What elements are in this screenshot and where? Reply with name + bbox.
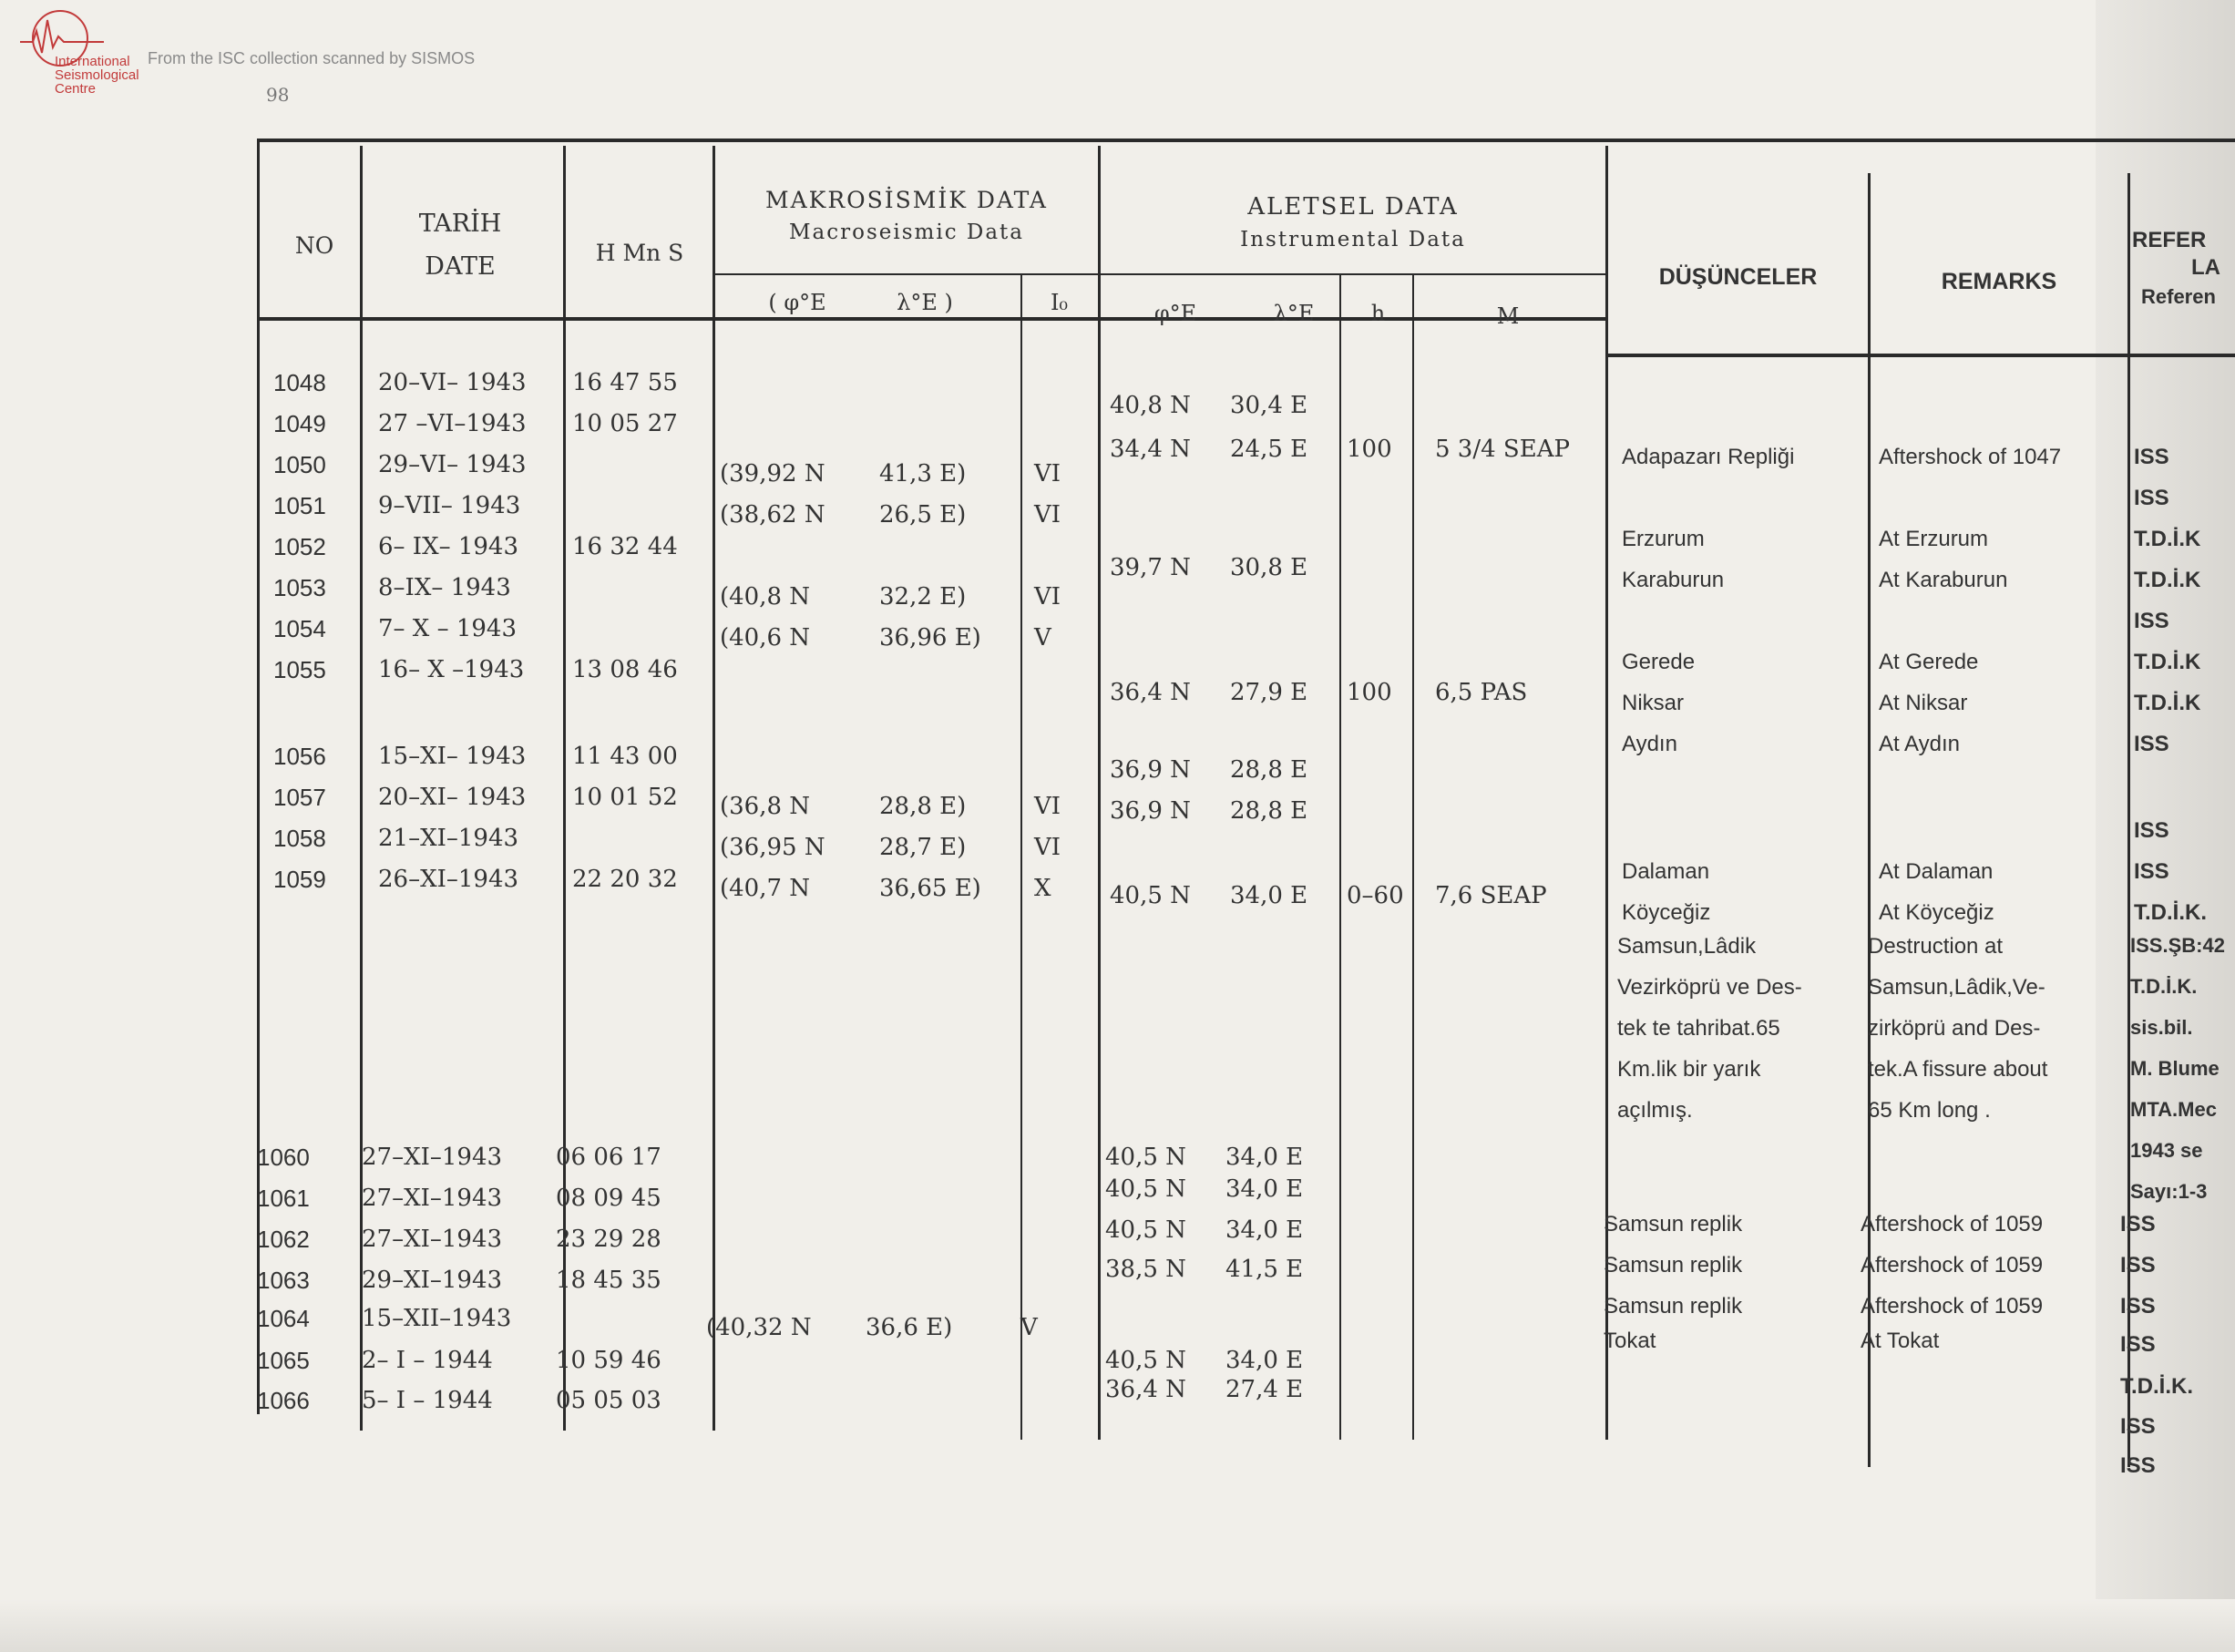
note-tr-line: Km.lik bir yarık bbox=[1617, 1057, 1761, 1082]
row-no: 1063 bbox=[257, 1267, 310, 1294]
note-ref-line: sis.bil. bbox=[2130, 1016, 2193, 1039]
row-en: At Dalaman bbox=[1879, 859, 1994, 884]
row-m_lat: (40,8 N bbox=[720, 583, 811, 611]
row-a_lon: 27,9 E bbox=[1230, 679, 1308, 706]
row-a_lon: 28,8 E bbox=[1230, 756, 1308, 784]
row-ref: ISS bbox=[2120, 1453, 2156, 1478]
logo-line-1: International bbox=[55, 54, 130, 69]
row-a_lat: 40,5 N bbox=[1110, 882, 1191, 909]
row-date: 15–XII–1943 bbox=[362, 1305, 512, 1332]
row-time: 08 09 45 bbox=[556, 1185, 661, 1212]
row-date: 20–VI– 1943 bbox=[378, 369, 527, 396]
row-io: VI bbox=[1034, 793, 1061, 820]
row-time: 06 06 17 bbox=[556, 1144, 661, 1171]
row-time: 10 59 46 bbox=[556, 1347, 661, 1374]
row-m_lon: 28,8 E) bbox=[879, 793, 967, 820]
row-tr: Erzurum bbox=[1622, 527, 1705, 551]
note-en-line: Samsun,Lâdik,Ve- bbox=[1868, 975, 2045, 1000]
header-hmns: H Mn S bbox=[595, 240, 684, 266]
col-rule-left bbox=[257, 139, 260, 1414]
note-ref-line: M. Blume bbox=[2130, 1057, 2220, 1080]
scan-caption: From the ISC collection scanned by SISMOS bbox=[148, 49, 476, 67]
row-date: 16– X –1943 bbox=[378, 656, 525, 683]
row-ref: ISS bbox=[2120, 1332, 2156, 1357]
row-en: At Tokat bbox=[1861, 1329, 1940, 1353]
row-no: 1061 bbox=[257, 1185, 310, 1212]
header-io: I₀ bbox=[1050, 290, 1069, 315]
row-ref: ISS bbox=[2134, 445, 2169, 469]
row-h: 0–60 bbox=[1347, 882, 1404, 909]
row-h: 100 bbox=[1347, 436, 1392, 463]
row-time: 16 47 55 bbox=[572, 369, 678, 396]
note-en-line: zirköprü and Des- bbox=[1868, 1016, 2041, 1041]
row-ref: T.D.İ.K bbox=[2134, 527, 2201, 551]
row-mag: 6,5 PAS bbox=[1435, 679, 1528, 706]
row-en: Aftershock of 1059 bbox=[1861, 1294, 2044, 1319]
row-en: Aftershock of 1059 bbox=[1861, 1212, 2044, 1236]
row-date: 29–XI–1943 bbox=[362, 1267, 503, 1294]
row-date: 7– X – 1943 bbox=[378, 615, 518, 642]
col-rule-makro bbox=[1098, 146, 1101, 1440]
row-ref: ISS bbox=[2120, 1294, 2156, 1319]
header-makro-tr: MAKROSİSMİK DATA bbox=[765, 187, 1048, 213]
alet-sub-rule bbox=[1098, 273, 1605, 275]
row-no: 1065 bbox=[257, 1347, 310, 1374]
row-a_lon: 34,0 E bbox=[1225, 1347, 1304, 1374]
header-no: NO bbox=[294, 232, 334, 259]
table-top-rule bbox=[257, 139, 2235, 142]
row-ref: ISS bbox=[2120, 1253, 2156, 1277]
row-ref: T.D.İ.K bbox=[2134, 691, 2201, 715]
row-ref: ISS bbox=[2134, 859, 2169, 884]
row-m_lat: (40,6 N bbox=[720, 624, 811, 652]
row-time: 23 29 28 bbox=[556, 1226, 661, 1253]
row-a_lat: 36,4 N bbox=[1105, 1376, 1186, 1403]
row-time: 13 08 46 bbox=[572, 656, 678, 683]
note-tr-line: tek te tahribat.65 bbox=[1617, 1016, 1780, 1041]
row-a_lon: 34,0 E bbox=[1225, 1216, 1304, 1244]
row-en: At Karaburun bbox=[1879, 568, 2008, 592]
row-tr: Samsun replik bbox=[1604, 1294, 1743, 1319]
row-en: At Köyceğiz bbox=[1879, 900, 1994, 925]
row-en: At Gerede bbox=[1879, 650, 1979, 674]
row-no: 1066 bbox=[257, 1387, 310, 1414]
row-date: 5– I – 1944 bbox=[362, 1387, 493, 1414]
row-m_lon: 28,7 E) bbox=[879, 834, 967, 861]
note-ref-line: 1943 se bbox=[2130, 1139, 2203, 1162]
row-io: VI bbox=[1034, 834, 1061, 861]
row-m_lat: (36,8 N bbox=[720, 793, 811, 820]
row-m_lon: 26,5 E) bbox=[879, 501, 967, 528]
row-en: Aftershock of 1059 bbox=[1861, 1253, 2044, 1277]
row-tr: Samsun replik bbox=[1604, 1253, 1743, 1277]
row-en: At Niksar bbox=[1879, 691, 1968, 715]
header-ref-2: LA bbox=[2191, 255, 2220, 280]
row-ref: T.D.İ.K bbox=[2134, 568, 2201, 592]
col-rule-alon bbox=[1339, 273, 1341, 1440]
row-no: 1051 bbox=[273, 492, 326, 519]
row-ref: T.D.İ.K. bbox=[2120, 1374, 2194, 1399]
header-makro-en: Macroseismic Data bbox=[788, 221, 1025, 244]
note-ref-line: Sayı:1-3 bbox=[2130, 1180, 2208, 1203]
row-m_lon: 41,3 E) bbox=[879, 460, 967, 487]
row-m_lat: (38,62 N bbox=[720, 501, 825, 528]
note-ref-line: T.D.İ.K. bbox=[2130, 975, 2198, 998]
row-io: V bbox=[1020, 1314, 1038, 1341]
row-no: 1056 bbox=[273, 743, 326, 770]
row-no: 1050 bbox=[273, 451, 326, 478]
row-m_lat: (40,32 N bbox=[706, 1314, 812, 1341]
row-h: 100 bbox=[1347, 679, 1392, 706]
row-date: 27–XI–1943 bbox=[362, 1185, 503, 1212]
row-no: 1058 bbox=[273, 825, 326, 852]
note-en-line: Destruction at bbox=[1868, 934, 2004, 959]
row-ref: T.D.İ.K bbox=[2134, 650, 2201, 674]
row-a_lat: 38,5 N bbox=[1105, 1256, 1186, 1283]
row-no: 1057 bbox=[273, 784, 326, 811]
row-date: 2– I – 1944 bbox=[362, 1347, 493, 1374]
row-mag: 7,6 SEAP bbox=[1435, 882, 1547, 909]
row-a_lat: 36,9 N bbox=[1110, 756, 1191, 784]
note-en-line: 65 Km long . bbox=[1868, 1098, 1991, 1123]
row-m_lon: 32,2 E) bbox=[879, 583, 967, 611]
row-tr: Köyceğiz bbox=[1622, 900, 1711, 925]
row-a_lon: 41,5 E bbox=[1225, 1256, 1304, 1283]
row-mag: 5 3/4 SEAP bbox=[1435, 436, 1570, 463]
header-alet-lon: λ°E bbox=[1273, 301, 1315, 326]
note-tr-line: açılmış. bbox=[1617, 1098, 1693, 1123]
row-date: 9–VII– 1943 bbox=[378, 492, 521, 519]
row-date: 27–XI–1943 bbox=[362, 1144, 503, 1171]
row-a_lon: 27,4 E bbox=[1225, 1376, 1304, 1403]
row-a_lat: 40,5 N bbox=[1105, 1347, 1186, 1374]
row-m_lon: 36,96 E) bbox=[879, 624, 981, 652]
row-tr: Karaburun bbox=[1622, 568, 1725, 592]
row-io: VI bbox=[1034, 583, 1061, 611]
row-a_lat: 39,7 N bbox=[1110, 554, 1191, 581]
row-no: 1055 bbox=[273, 656, 326, 683]
row-a_lon: 34,0 E bbox=[1225, 1144, 1304, 1171]
note-ref-line: ISS.ŞB:42 bbox=[2130, 934, 2225, 957]
row-a_lon: 24,5 E bbox=[1230, 436, 1308, 463]
row-time: 10 01 52 bbox=[572, 784, 678, 811]
row-tr: Tokat bbox=[1604, 1329, 1656, 1353]
row-no: 1049 bbox=[273, 410, 326, 437]
row-a_lat: 36,4 N bbox=[1110, 679, 1191, 706]
row-m_lon: 36,6 E) bbox=[866, 1314, 953, 1341]
col-rule-alet bbox=[1605, 146, 1608, 1440]
makro-sub-rule bbox=[715, 273, 1098, 275]
header-aletsel-en: Instrumental Data bbox=[1240, 228, 1466, 251]
header-date: DATE bbox=[425, 252, 496, 281]
note-ref-line: MTA.Mec bbox=[2130, 1098, 2217, 1121]
row-time: 18 45 35 bbox=[556, 1267, 661, 1294]
row-no: 1064 bbox=[257, 1305, 310, 1332]
row-a_lon: 30,8 E bbox=[1230, 554, 1308, 581]
row-tr: Dalaman bbox=[1622, 859, 1710, 884]
row-tr: Niksar bbox=[1622, 691, 1685, 715]
row-m_lat: (36,95 N bbox=[720, 834, 825, 861]
row-date: 27–XI–1943 bbox=[362, 1226, 503, 1253]
row-a_lat: 40,5 N bbox=[1105, 1175, 1186, 1203]
row-tr: Samsun replik bbox=[1604, 1212, 1743, 1236]
header-alet-lat: φ°E bbox=[1153, 301, 1197, 326]
header-makro-lat: ( φ°E bbox=[768, 290, 826, 315]
row-no: 1048 bbox=[273, 369, 326, 396]
header-remarks: REMARKS bbox=[1941, 269, 2057, 294]
row-ref: ISS bbox=[2120, 1212, 2156, 1236]
row-io: VI bbox=[1034, 501, 1061, 528]
row-en: Aftershock of 1047 bbox=[1879, 445, 2062, 469]
row-date: 15–XI– 1943 bbox=[378, 743, 527, 770]
row-a_lon: 30,4 E bbox=[1230, 392, 1308, 419]
row-ref: ISS bbox=[2134, 486, 2169, 510]
row-no: 1060 bbox=[257, 1144, 310, 1171]
col-rule-h bbox=[1412, 273, 1414, 1440]
row-ref: ISS bbox=[2134, 732, 2169, 756]
row-date: 21–XI–1943 bbox=[378, 825, 519, 852]
row-date: 20–XI– 1943 bbox=[378, 784, 527, 811]
row-no: 1052 bbox=[273, 533, 326, 560]
row-a_lat: 36,9 N bbox=[1110, 797, 1191, 825]
row-m_lon: 36,65 E) bbox=[879, 875, 981, 902]
row-ref: ISS bbox=[2134, 818, 2169, 843]
row-m_lat: (39,92 N bbox=[720, 460, 825, 487]
row-m_lat: (40,7 N bbox=[720, 875, 811, 902]
header-makro-lon: λ°E ) bbox=[897, 290, 953, 315]
row-date: 6– IX– 1943 bbox=[378, 533, 519, 560]
header-aletsel-tr: ALETSEL DATA bbox=[1247, 193, 1459, 221]
note-tr-line: Vezirköprü ve Des- bbox=[1617, 975, 1802, 1000]
row-a_lon: 34,0 E bbox=[1230, 882, 1308, 909]
row-tr: Gerede bbox=[1622, 650, 1696, 674]
row-no: 1053 bbox=[273, 574, 326, 601]
row-time: 16 32 44 bbox=[572, 533, 678, 560]
row-time: 11 43 00 bbox=[572, 743, 678, 770]
row-tr: Aydın bbox=[1622, 732, 1677, 756]
row-date: 26–XI–1943 bbox=[378, 866, 519, 893]
row-a_lat: 40,8 N bbox=[1110, 392, 1191, 419]
header-ref-1: REFER bbox=[2132, 228, 2207, 252]
header-tarih: TARİH bbox=[418, 210, 502, 238]
header-ref-3: Referen bbox=[2141, 285, 2216, 308]
header-h: h bbox=[1370, 301, 1386, 326]
row-en: At Aydın bbox=[1879, 732, 1960, 756]
row-io: X bbox=[1034, 875, 1051, 902]
row-date: 8–IX– 1943 bbox=[378, 574, 511, 601]
row-a_lat: 40,5 N bbox=[1105, 1144, 1186, 1171]
row-a_lon: 34,0 E bbox=[1225, 1175, 1304, 1203]
row-en: At Erzurum bbox=[1879, 527, 1989, 551]
header-dusunceler: DÜŞÜNCELER bbox=[1658, 264, 1818, 290]
row-time: 10 05 27 bbox=[572, 410, 678, 437]
row-ref: ISS bbox=[2134, 609, 2169, 633]
row-io: VI bbox=[1034, 460, 1061, 487]
row-io: V bbox=[1034, 624, 1051, 652]
row-no: 1059 bbox=[273, 866, 326, 893]
row-ref: ISS bbox=[2120, 1414, 2156, 1439]
row-date: 29–VI– 1943 bbox=[378, 451, 527, 478]
row-time: 22 20 32 bbox=[572, 866, 678, 893]
header-bottom-rule-right bbox=[1605, 354, 2235, 357]
row-tr: Adapazarı Repliği bbox=[1622, 445, 1795, 469]
note-en-line: tek.A fissure about bbox=[1868, 1057, 2048, 1082]
page-number: 98 bbox=[266, 84, 290, 106]
row-no: 1054 bbox=[273, 615, 326, 642]
row-date: 27 –VI–1943 bbox=[378, 410, 527, 437]
row-no: 1062 bbox=[257, 1226, 310, 1253]
row-a_lat: 40,5 N bbox=[1105, 1216, 1186, 1244]
logo-line-2: Seismological bbox=[55, 67, 139, 83]
row-time: 05 05 03 bbox=[556, 1387, 661, 1414]
header-m: M bbox=[1496, 303, 1520, 329]
row-a_lat: 34,4 N bbox=[1110, 436, 1191, 463]
col-rule-time bbox=[713, 146, 715, 1431]
row-a_lon: 28,8 E bbox=[1230, 797, 1308, 825]
row-ref: T.D.İ.K. bbox=[2134, 900, 2208, 925]
note-tr-line: Samsun,Lâdik bbox=[1617, 934, 1757, 959]
col-rule-io bbox=[1020, 273, 1022, 1440]
logo-line-3: Centre bbox=[55, 81, 97, 97]
